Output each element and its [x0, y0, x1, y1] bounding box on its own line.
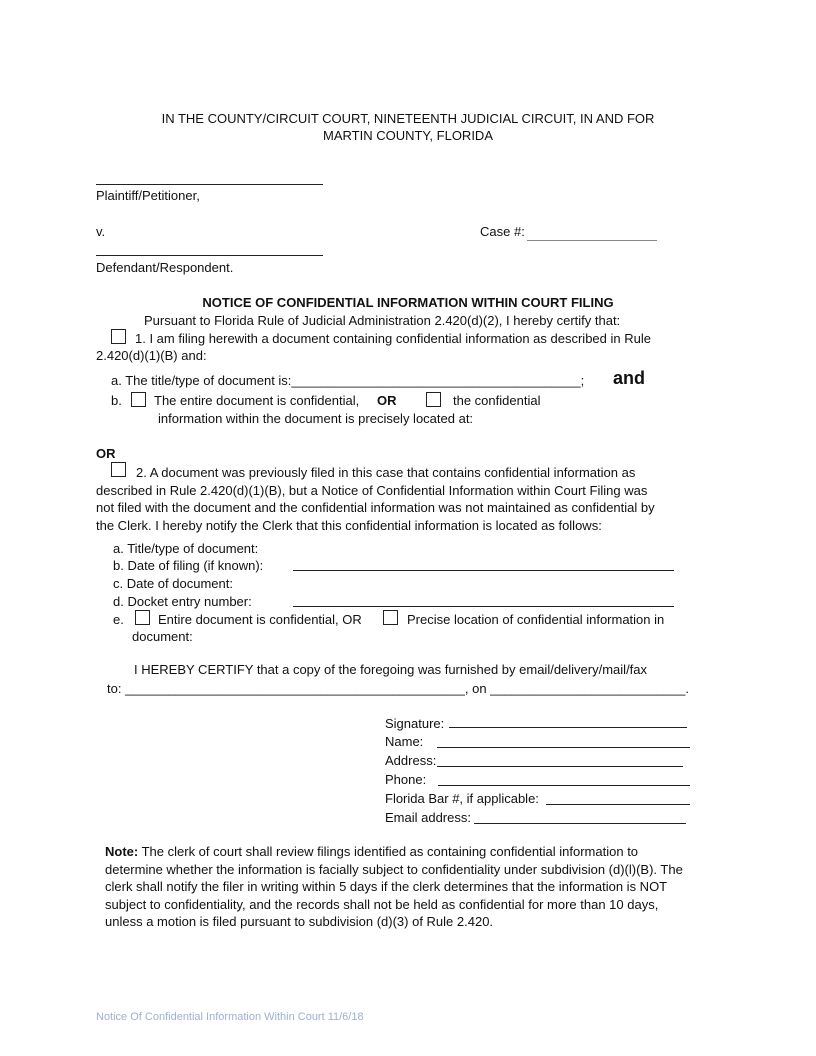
intro-text: Pursuant to Florida Rule of Judicial Administration 2.420(d)(2), I hereby certify that: — [144, 313, 621, 328]
certificate-line1: I HEREBY CERTIFY that a copy of the foregoing was furnished by email/delivery/mail/fax — [134, 662, 648, 677]
footer-text: Notice Of Confidential Information Within Court 11/6/18 — [96, 1011, 364, 1023]
name-line[interactable] — [437, 747, 690, 748]
email-label: Email address: — [385, 810, 471, 825]
versus-label: v. — [96, 224, 106, 239]
entire-confidential-checkbox[interactable] — [135, 610, 150, 625]
bar-number-label: Florida Bar #, if applicable: — [385, 791, 539, 806]
item1-text-line1: 1. I am filing herewith a document containing confidential information as described in Rule — [135, 331, 651, 346]
address-label: Address: — [385, 753, 437, 768]
item1-checkbox[interactable] — [111, 329, 126, 344]
note-line5: unless a motion is filed pursuant to subdivision (d)(3) of Rule 2.420. — [105, 914, 494, 929]
date-filing-line[interactable] — [293, 570, 674, 571]
phone-label: Phone: — [385, 772, 427, 787]
signature-line[interactable] — [449, 727, 687, 728]
entire-document-text: The entire document is confidential, — [154, 393, 360, 408]
item1-a-title-type: a. The title/type of document is:________________________________________; — [111, 373, 585, 388]
note-label: Note: — [105, 844, 139, 859]
or-inline: OR — [377, 393, 397, 408]
item2-text-line1: 2. A document was previously filed in this case that contains confidential information as — [136, 465, 636, 480]
note-line4: subject to confidentiality, and the records shall not be held as confidential for more than 10 days, — [105, 897, 659, 912]
bar-number-line[interactable] — [546, 804, 690, 805]
item1-b-prefix: b. — [111, 393, 122, 408]
docket-line[interactable] — [293, 606, 674, 607]
and-label: and — [613, 368, 646, 388]
entire-document-checkbox[interactable] — [131, 392, 146, 407]
item2-d-docket: d. Docket entry number: — [113, 594, 252, 609]
defendant-label: Defendant/Respondent. — [96, 260, 234, 275]
confidential-part-checkbox[interactable] — [426, 392, 441, 407]
note-line1 — [105, 844, 638, 860]
notice-title: NOTICE OF CONFIDENTIAL INFORMATION WITHIN COURT FILING — [202, 295, 614, 310]
note-line2: determine whether the information is facially subject to confidentiality under subdivision (d)(l)(B). The — [105, 862, 683, 877]
item2-checkbox[interactable] — [111, 462, 126, 477]
precise-location-checkbox[interactable] — [383, 610, 398, 625]
item1-text-line2: 2.420(d)(1)(B) and: — [96, 348, 207, 363]
item2-text-line3: not filed with the document and the confidential information was not maintained as confidential by — [96, 500, 655, 515]
precise-location-text: information within the document is precisely located at: — [158, 411, 474, 426]
confidential-part-text: the confidential — [453, 393, 541, 408]
item2-text-line4: the Clerk. I hereby notify the Clerk that this confidential information is located as follows: — [96, 518, 602, 533]
court-heading: IN THE COUNTY/CIRCUIT COURT, NINETEENTH JUDICIAL CIRCUIT, IN AND FOR — [161, 111, 655, 126]
signature-label: Signature: — [385, 716, 445, 731]
county-heading: MARTIN COUNTY, FLORIDA — [323, 128, 493, 143]
item2-a-title: a. Title/type of document: — [113, 541, 259, 556]
case-number-label: Case #: — [480, 224, 525, 239]
email-line[interactable] — [474, 823, 686, 824]
document-label: document: — [132, 629, 193, 644]
item2-b-date-filing: b. Date of filing (if known): — [113, 558, 264, 573]
defendant-line[interactable] — [96, 255, 323, 256]
plaintiff-line[interactable] — [96, 184, 323, 185]
note-line3: clerk shall notify the filer in writing within 5 days if the clerk determines that the information is NOT — [105, 879, 668, 894]
case-number-line[interactable] — [527, 240, 657, 241]
item2-text-line2: described in Rule 2.420(d)(1)(B), but a Notice of Confidential Information within Court Filing was — [96, 483, 648, 498]
precise-location-text-2: Precise location of confidential information in — [407, 612, 665, 627]
phone-line[interactable] — [438, 785, 690, 786]
entire-confidential-text: Entire document is confidential, OR — [158, 612, 362, 627]
name-label: Name: — [385, 734, 424, 749]
note-text1: The clerk of court shall review filings identified as containing confidential information to — [141, 844, 639, 859]
certificate-line2: to: _______________________________________________, on ___________________________. — [107, 681, 689, 696]
or-separator: OR — [96, 446, 116, 461]
plaintiff-label: Plaintiff/Petitioner, — [96, 188, 200, 203]
address-line[interactable] — [437, 766, 683, 767]
item2-c-date-document: c. Date of document: — [113, 576, 233, 591]
item2-e-prefix: e. — [113, 612, 124, 627]
